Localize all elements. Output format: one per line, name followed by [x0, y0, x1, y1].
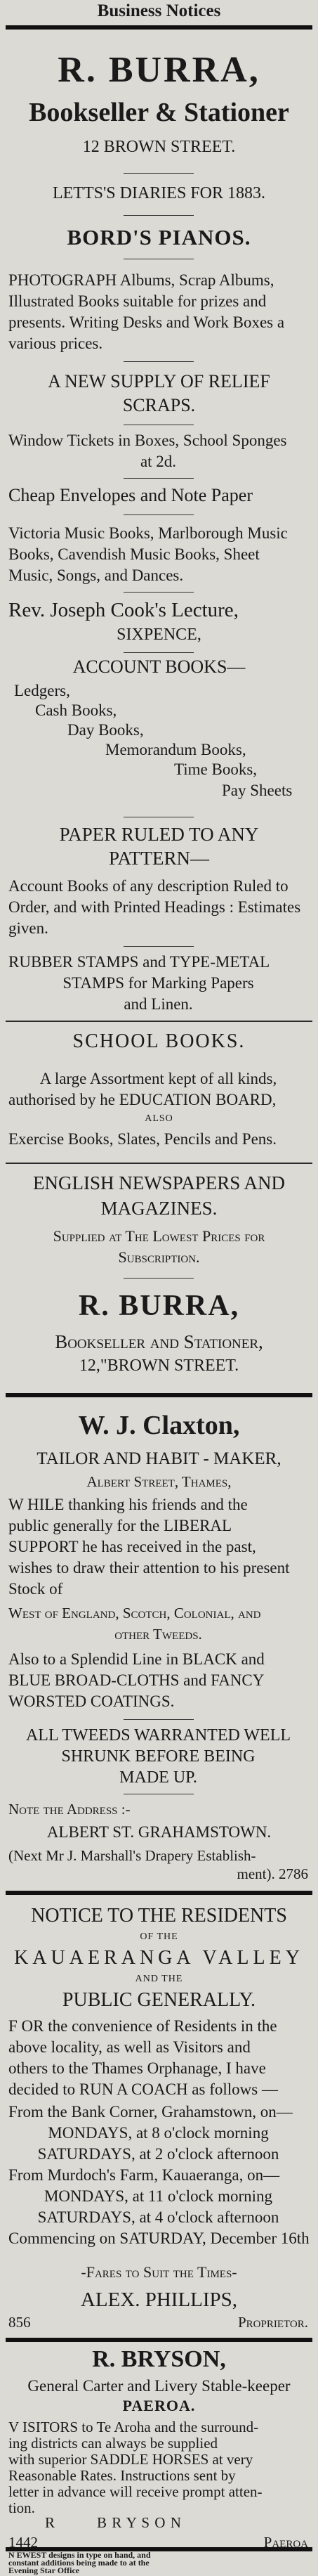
text-line: given.: [8, 919, 48, 937]
divider: [124, 478, 194, 479]
place-line: PAEROA.: [122, 2397, 196, 2414]
english-line: ENGLISH NEWSPAPERS AND: [32, 1172, 286, 1193]
ad-number: 1442: [8, 2534, 38, 2551]
text-line: Reasonable Rates. Instructions sent by: [8, 2467, 236, 2484]
tweeds-paragraph: [8, 1603, 308, 1645]
divider: [6, 1891, 312, 1895]
bryson-paragraph: [8, 2419, 308, 2516]
text-line: MADE UP.: [119, 1768, 197, 1787]
text-line: N EWEST designs in type on hand, and: [8, 2550, 151, 2560]
trade-line: TAILOR AND HABIT - MAKER,: [37, 1449, 281, 1468]
divider: [124, 946, 194, 947]
text-line: with superior SADDLE HORSES at very: [8, 2451, 253, 2468]
text-line: West of England, Scotch, Colonial, and: [8, 1605, 261, 1622]
text-line: Victoria Music Books, Marlborough Music: [8, 524, 288, 542]
window-paragraph: [8, 430, 308, 472]
commencing-line: Commencing on SATURDAY, December 16th: [8, 2229, 310, 2247]
relief-line: A NEW SUPPLY OF RELIEF: [48, 371, 270, 391]
divider: [6, 25, 312, 30]
text-line: and Linen.: [124, 995, 193, 1013]
music-paragraph: [8, 523, 308, 586]
ledger-item: Time Books,: [174, 760, 258, 778]
divider: [124, 592, 194, 593]
text-line: W HILE thanking his friends and the: [8, 1496, 248, 1513]
text-line: V ISITORS to Te Aroha and the surround-: [8, 2419, 259, 2435]
text-line: constant additions being made to at the: [8, 2558, 150, 2568]
place-line: Paeroa: [263, 2534, 308, 2551]
notice-heading: NOTICE TO THE RESIDENTS: [31, 1905, 287, 1927]
text-line: Illustrated Books suitable for prizes and: [8, 292, 267, 310]
supplied-line: Subscription.: [118, 1248, 200, 1266]
text-line: Music, Songs, and Dances.: [8, 567, 184, 584]
divider: [124, 361, 194, 362]
text-line: Account Books of any description Ruled to: [8, 877, 289, 895]
divider: [124, 173, 194, 174]
advertiser-name: W. J. Claxton,: [78, 1411, 240, 1440]
ledger-item: Pay Sheets: [222, 782, 293, 799]
pianos-line: BORD'S PIANOS.: [67, 225, 251, 250]
text-line: Order, and with Printed Headings : Estimates: [8, 898, 301, 916]
text-line: SUPPORT he has received in the past,: [8, 1538, 256, 1555]
text-line: Evening Star Office: [8, 2565, 80, 2575]
text-line: above locality, as well as Visitors and: [8, 2038, 251, 2056]
address: Albert Street, Thames,: [86, 1473, 232, 1490]
text-line: PHOTOGRAPH Albums, Scrap Albums,: [8, 271, 274, 289]
trade-line: Bookseller & Stationer: [29, 98, 289, 127]
divider: [124, 215, 194, 216]
fares-line: -Fares to Suit the Times-: [81, 2263, 237, 2281]
school-heading: SCHOOL BOOKS.: [72, 1030, 246, 1052]
warranted-paragraph: [8, 1725, 308, 1788]
next-to-line: (Next Mr J. Marshall's Drapery Establish-: [8, 1847, 256, 1864]
footer-line: Bookseller and Stationer,: [55, 1331, 263, 1352]
murdoch-schedule: [8, 2165, 308, 2228]
paper-line: PATTERN—: [108, 848, 210, 869]
section-heading: Business Notices: [97, 1, 221, 20]
text-line: F OR the convenience of Residents in the: [8, 2017, 277, 2035]
advertiser-name: R. BRYSON,: [92, 2346, 226, 2372]
text-line: ALL TWEEDS WARRANTED WELL: [25, 1726, 291, 1745]
text-line: BLUE BROAD-CLOTHS and FANCY: [8, 1671, 265, 1689]
supplied-line: Supplied at The Lowest Prices for: [53, 1227, 265, 1245]
text-line: wishes to draw their attention to his present: [8, 1559, 290, 1577]
claxton-paragraph: [8, 1494, 308, 1600]
text-line: various prices.: [8, 335, 103, 352]
exercise-line: Exercise Books, Slates, Pencils and Pens.: [8, 1130, 277, 1148]
advertiser-name: R. BURRA,: [58, 50, 260, 90]
stamps-paragraph: [8, 952, 308, 1015]
text-line: authorised by he EDUCATION BOARD,: [8, 1091, 277, 1108]
small-caps-line: AND THE: [135, 1974, 183, 1984]
text-line: tion.: [8, 2499, 35, 2516]
text-line: SHRUNK BEFORE BEING: [61, 1747, 256, 1766]
divider: [6, 2338, 312, 2342]
splendid-paragraph: [8, 1649, 308, 1712]
text-line: WORSTED COATINGS.: [8, 1692, 175, 1710]
type-notice: [8, 2551, 308, 2575]
text-line: From the Bank Corner, Grahamstown, on—: [8, 2103, 293, 2121]
photograph-paragraph: [8, 270, 308, 354]
text-line: decided to RUN A COACH as follows —: [8, 2080, 278, 2098]
divider: [6, 1021, 312, 1022]
divider: [6, 1393, 312, 1397]
text-line: Also to a Splendid Line in BLACK and: [8, 1650, 265, 1668]
footer-line: 12,"BROWN STREET.: [79, 1357, 239, 1375]
text-line: From Murdoch's Farm, Kauaeranga, on—: [8, 2166, 280, 2184]
public-line: PUBLIC GENERALLY.: [62, 1989, 256, 2011]
text-line: SATURDAYS, at 2 o'clock afternoon: [37, 2145, 279, 2163]
ad-number: 856: [8, 2314, 31, 2331]
advertiser-name: R. BURRA,: [78, 1290, 240, 1322]
text-line: MONDAYS, at 8 o'clock morning: [48, 2124, 269, 2142]
text-line: Window Tickets in Boxes, School Sponges: [8, 432, 287, 449]
diaries-line: LETTS'S DIARIES FOR 1883.: [52, 184, 265, 202]
text-line: A large Assortment kept of all kinds,: [39, 1070, 277, 1087]
text-line: Stock of: [8, 1580, 63, 1598]
address: 12 BROWN STREET.: [82, 138, 236, 156]
relief-line: SCRAPS.: [122, 395, 196, 415]
ledger-item: Cash Books,: [35, 701, 117, 719]
paper-line: PAPER RULED TO ANY: [59, 824, 259, 845]
note-line: Note the Address :-: [8, 1801, 131, 1818]
also-line: ALSO: [145, 1113, 173, 1124]
proprietor-line: Proprietor.: [237, 2314, 308, 2331]
text-line: letter in advance will receive prompt atten-: [8, 2483, 263, 2500]
signature-initial: R: [45, 2514, 55, 2531]
divider: [124, 1719, 194, 1720]
valley-line: KAUAERANGA VALLEY: [14, 1947, 304, 1969]
ledger-item: Ledgers,: [14, 682, 70, 699]
phillips-paragraph: [8, 2016, 308, 2100]
text-line: ing districts can always be supplied: [8, 2435, 218, 2452]
trade-line: General Carter and Livery Stable-keeper: [27, 2377, 291, 2395]
address: ALBERT ST. GRAHAMSTOWN.: [46, 1823, 272, 1841]
text-line: Books, Cavendish Music Books, Sheet: [8, 545, 260, 563]
envelopes-line: Cheap Envelopes and Note Paper: [8, 485, 253, 505]
text-line: at 2d.: [140, 453, 177, 470]
ledger-item: Day Books,: [67, 721, 144, 739]
signature-name: B R Y S O N: [97, 2514, 182, 2531]
ledger-item: Memorandum Books,: [105, 741, 246, 758]
divider: [124, 1278, 194, 1279]
text-line: others to the Thames Orphanage, I have: [8, 2059, 266, 2077]
english-line: MAGAZINES.: [100, 1198, 218, 1219]
text-line: public generally for the LIBERAL: [8, 1517, 232, 1534]
text-line: presents. Writing Desks and Work Boxes a: [8, 313, 285, 331]
text-line: RUBBER STAMPS and TYPE-METAL: [8, 953, 270, 971]
small-caps-line: OF THE: [140, 1931, 178, 1942]
text-line: STAMPS for Marking Papers: [62, 974, 254, 992]
ad-number: ment). 2786: [237, 1865, 308, 1882]
text-line: SATURDAYS, at 4 o'clock afternoon: [37, 2208, 279, 2226]
divider: [124, 652, 194, 653]
assortment-paragraph: [8, 1068, 308, 1111]
advertiser-name: ALEX. PHILLIPS,: [80, 2289, 238, 2311]
paper-paragraph: [8, 876, 308, 939]
lecture-line: Rev. Joseph Cook's Lecture,: [8, 599, 239, 621]
text-line: other Tweeds.: [114, 1626, 202, 1643]
divider: [124, 514, 194, 515]
lecture-price: SIXPENCE,: [117, 626, 201, 644]
accounts-heading: ACCOUNT BOOKS—: [72, 656, 246, 677]
bank-schedule: [8, 2102, 308, 2165]
text-line: MONDAYS, at 11 o'clock morning: [44, 2187, 273, 2205]
divider: [6, 1163, 312, 1164]
